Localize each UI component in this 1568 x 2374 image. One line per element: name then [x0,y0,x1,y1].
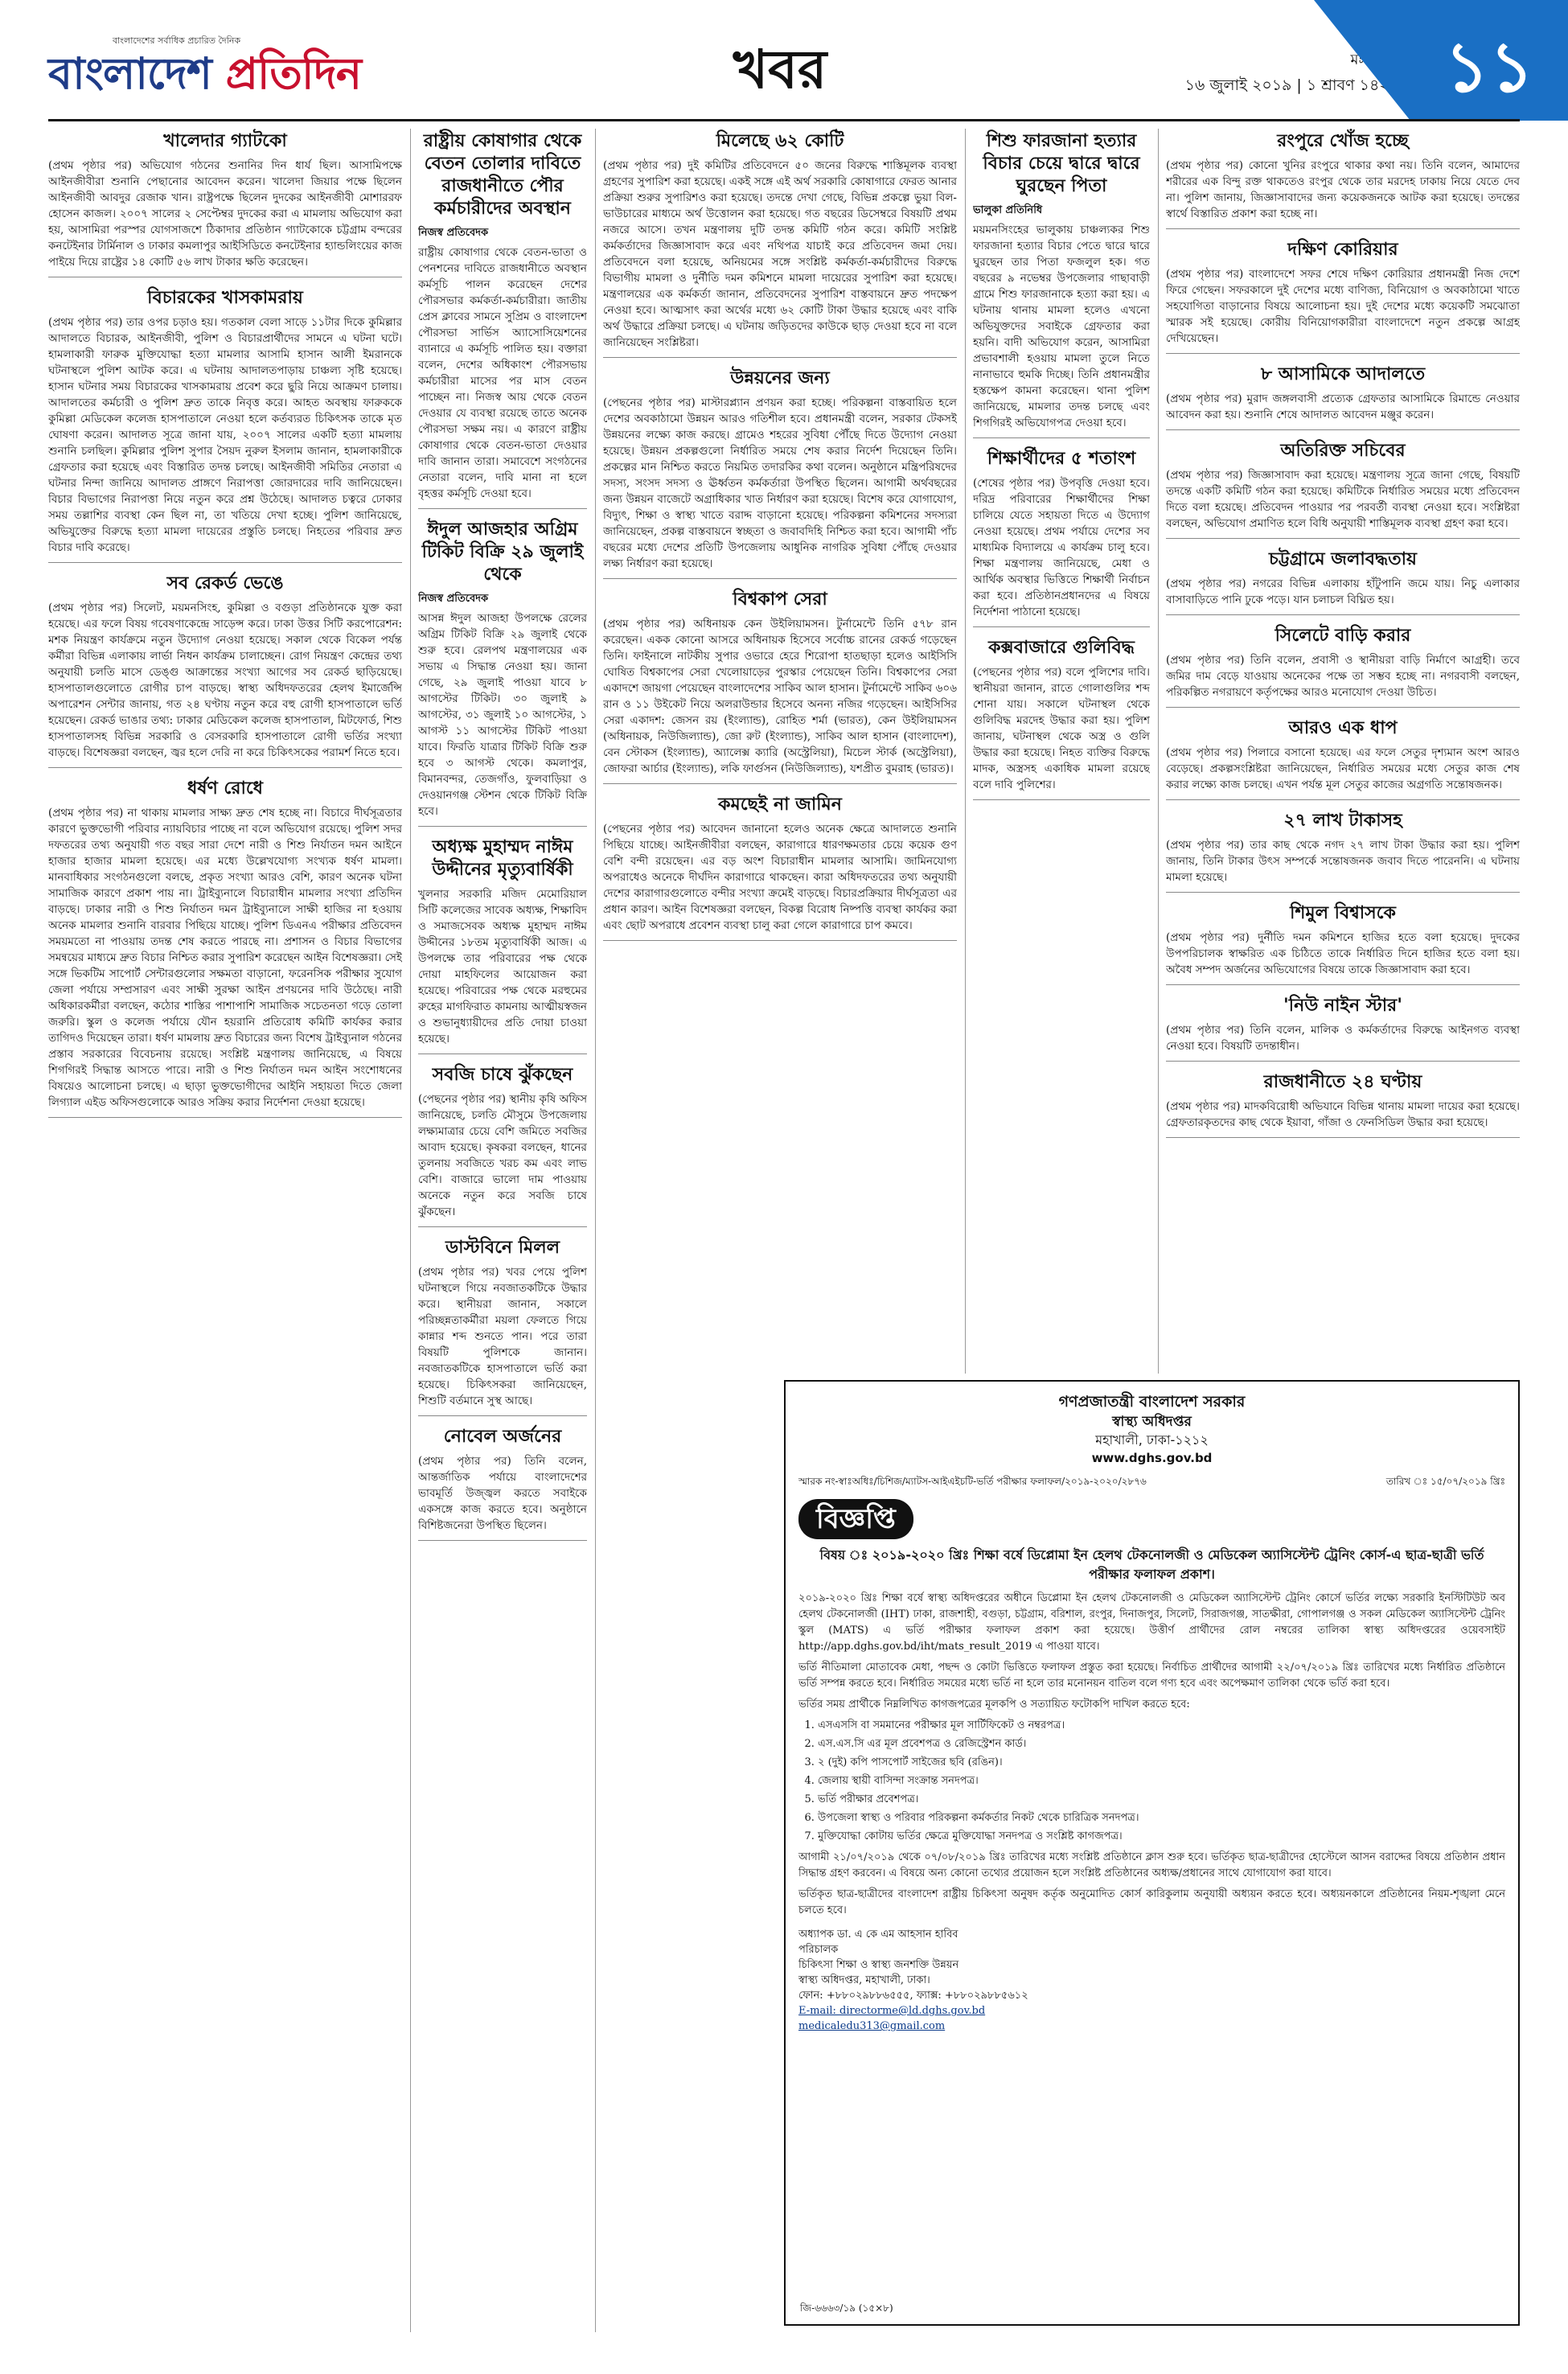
news-story [48,573,402,768]
story-headline: অধ্যক্ষ মুহাম্মদ নাঈম উদ্দীনের মৃত্যুবার্ষিকী [432,837,573,880]
story-headline: বিচারকের খাসকামরায় [147,288,303,308]
issue-date: ১৬ জুলাই ২০১৯ | ১ শ্রাবণ ১৪২৬ [1184,76,1399,94]
story-headline: আরও এক ধাপ [1288,718,1398,738]
story-headline: রাজধানীতে ২৪ ঘণ্টায় [1263,1072,1422,1092]
ad-list-item: 4. জেলায় স্থায়ী বাসিন্দা সংক্রান্ত সনদপত্র। [818,1773,1505,1789]
story-headline: চট্টগ্রামে জলাবদ্ধতায় [1268,549,1417,569]
newspaper-logo [48,34,386,111]
ad-signature-block [798,1927,1505,2034]
page-number: ১১ [1444,27,1534,108]
story-divider [418,826,587,827]
story-body: (প্রথম পৃষ্ঠার পর) তিনি বলেন, মালিক ও কর্মকর্তাদের বিরুদ্ধে আইনগত ব্যবস্থা নেওয়া হবে। বিষয়টি তদন্তাধীন। [1166,1024,1520,1053]
story-body: (প্রথম পৃষ্ঠার পর) দুই কমিটির প্রতিবেদনে ৫০ জনের বিরুদ্ধে শাস্তিমূলক ব্যবস্থা গ্রহণের সুপারিশ করা হয়েছে। একই সঙ্গে এই অর্থ সরকারি কোষাগারে ফেরত আনার প্রক্রিয়া শুরুর সুপারিশও করা হয়েছে। তদন্তে দেখা গেছে, বিভিন্ন প্রকল্পে ভুয়া বিল-ভাউচারের মাধ্যমে অর্থ উত্তোলন করা হয়েছে। গত বছরের ডিসেম্বরে বিষয়টি প্রথম নজরে আসে। তখন মন্ত্রণালয় দুটি তদন্ত কমিটি গঠন করে। কমিটি সংশ্লিষ্ট কর্মকর্তাদের জিজ্ঞাসাবাদ করে এবং নথিপত্র যাচাই করে প্রতিবেদন জমা দেয়। প্রতিবেদনে বলা হয়েছে, অনিয়মের সঙ্গে সংশ্লিষ্ট কর্মকর্তা-কর্মচারীদের বিরুদ্ধে বিভাগীয় মামলা ও দুর্নীতি দমন কমিশনে মামলা দায়েরের সুপারিশ করা হয়েছে। মন্ত্রণালয়ের এক কর্মকর্তা জানান, প্রতিবেদনের সুপারিশ বাস্তবায়নে দ্রুত পদক্ষেপ নেওয়া হবে। আত্মসাৎ করা অর্থের মধ্যে ৬২ কোটি টাকা উদ্ধার হয়েছে এবং বাকি অর্থ উদ্ধারে প্রক্রিয়া চলছে। এ ঘটনায় জড়িতদের কাউকে ছাড় দেওয়া হবে না বলে জানিয়েছেন সংশ্লিষ্টরা। [603,159,957,349]
news-story [418,130,587,509]
story-body: (পেছনের পৃষ্ঠার পর) বলে পুলিশের দাবি। স্থানীয়রা জানান, রাতে গোলাগুলির শব্দ শোনা যায়। সকালে ঘটনাস্থল থেকে গুলিবিদ্ধ মরদেহ উদ্ধার করা হয়। পুলিশ জানায়, ঘটনাস্থল থেকে অস্ত্র ও গুলি উদ্ধার করা হয়েছে। নিহত ব্যক্তির বিরুদ্ধে মাদক, অস্ত্রসহ একাধিক মামলা রয়েছে বলে দাবি পুলিশের। [973,666,1150,791]
news-story [603,368,957,579]
story-headline: নোবেল অর্জনের [443,1427,562,1447]
story-headline: বিশ্বকাপ সেরা [733,589,827,610]
story-headline: শিমুল বিশ্বাসকে [1290,903,1396,923]
news-story [1166,363,1520,430]
column-5 [1166,129,1520,1374]
story-headline: দক্ষিণ কোরিয়ার [1287,240,1398,260]
news-story [603,589,957,784]
story-divider [1166,614,1520,615]
news-story [1166,625,1520,708]
ad-list-item: 6. উপজেলা স্বাস্থ্য ও পরিবার পরিকল্পনা কর্মকর্তার নিকট থেকে চারিত্রিক সনদপত্র। [818,1810,1505,1826]
column-3 [603,129,957,1374]
news-story [973,130,1150,438]
ad-paragraph: আগামী ২১/০৭/২০১৯ থেকে ০৭/০৮/২০১৯ খ্রিঃ তারিখের মধ্যে সংশ্লিষ্ট প্রতিষ্ঠানে ক্লাস শুরু হবে। ভর্তিকৃত ছাত্র-ছাত্রীদের হোস্টেলে আসন বরাদ্দের বিষয়ে প্রতিষ্ঠান প্রধান সিদ্ধান্ত গ্রহণ করবেন। এ বিষয়ে অন্য কোনো তথ্যের প্রয়োজন হলে সংশ্লিষ্ট প্রতিষ্ঠানের অধ্যক্ষ/প্রধানের সাথে যোগাযোগ করা যাবে। [798,1851,1505,1879]
story-divider [973,799,1150,800]
masthead-rule [48,119,1520,121]
logo-text [48,49,386,99]
news-story [973,637,1150,800]
ad-address: মহাখালী, ঢাকা-১২১২ [1095,1432,1209,1448]
contact-email[interactable]: E-mail: directorme@ld.dghs.gov.bd [798,2005,986,2017]
signatory-office: স্বাস্থ্য অধিদপ্তর, মহাখালী, ঢাকা। [798,1974,930,1986]
story-divider [1166,707,1520,708]
ad-subject: বিষয় ঃ ২০১৯-২০২০ খ্রিঃ শিক্ষা বর্ষে ডিপ্লোমা ইন হেলথ টেকনোলজী ও মেডিকেল অ্যাসিস্টেন্ট ট্রেনিং কোর্স-এ ছাত্র-ছাত্রী ভর্তি পরীক্ষার ফলাফল প্রকাশ। [819,1547,1484,1582]
contact-phone: ফোন: +৮৮০২৯৮৮৬৫৫৫, ফ্যাক্স: +৮৮০২৯৮৮৫৬১২ [798,1990,1028,2002]
story-divider [603,357,957,358]
ad-paragraph: ভর্তির সময় প্রার্থীকে নিম্নলিখিত কাগজপত্রের মূলকপি ও সত্যায়িত ফটোকপি দাখিল করতে হবে: [798,1698,1190,1711]
story-byline: নিজস্ব প্রতিবেদক [418,593,489,605]
news-story [1166,548,1520,615]
contact-email[interactable]: medicaledu313@gmail.com [798,2020,946,2032]
signatory-name: অধ্যাপক ডা. এ কে এম আহসান হাবিব [798,1928,958,1941]
ad-list-item: 5. ভর্তি পরীক্ষার প্রবেশপত্র। [818,1792,1505,1808]
story-headline: রংপুরে খোঁজ হচ্ছে [1277,131,1409,151]
logo-part-2: প্রতিদিন [211,48,361,99]
story-headline: রাষ্ট্রীয় কোষাগার থেকে বেতন তোলার দাবিতে রাজধানীতে পৌর কর্মচারীদের অবস্থান [423,131,582,219]
story-body: (প্রথম পৃষ্ঠার পর) খবর পেয়ে পুলিশ ঘটনাস্থলে গিয়ে নবজাতকটিকে উদ্ধার করে। স্থানীয়রা জানান, সকালে পরিচ্ছন্নতাকর্মীরা ময়লা ফেলতে গিয়ে কান্নার শব্দ শুনতে পান। পরে তারা বিষয়টি পুলিশকে জানান। নবজাতকটিকে হাসপাতালে ভর্তি করা হয়েছে। চিকিৎসকরা জানিয়েছেন, শিশুটি বর্তমানে সুস্থ আছে। [418,1266,587,1407]
story-headline: উন্নয়নের জন্য [730,368,830,388]
ad-document-list [798,1718,1505,1845]
ad-website[interactable]: www.dghs.gov.bd [1091,1451,1213,1465]
story-headline: 'নিউ নাইন স্টার' [1283,996,1402,1016]
story-body: (প্রথম পৃষ্ঠার পর) পিলারে বসানো হয়েছে। এর ফলে সেতুর দৃশ্যমান অংশ আরও বেড়েছে। প্রকল্পসংশ্লিষ্টরা জানিয়েছেন, নির্ধারিত সময়ের মধ্যে সেতুর কাজ শেষ করার লক্ষ্যে কাজ চলছে। এখন পর্যন্ত মূল সেতুর কাজের অগ্রগতি সন্তোষজনক। [1166,746,1520,791]
signatory-role: পরিচালক [798,1944,839,1956]
story-body: (প্রথম পৃষ্ঠার পর) মুরাদ জঙ্গলবাসী প্রত্যেক গ্রেফতার আসামিকে রিমান্ডে নেওয়ার আবেদন করা হয়। শুনানি শেষে আদালত আবেদন মঞ্জুর করেন। [1166,392,1520,421]
ad-list-item: 2. এস.এস.সি এর মূল প্রবেশপত্র ও রেজিস্ট্রেশন কার্ড। [818,1736,1505,1752]
story-headline: সব রেকর্ড ভেঙে [166,573,284,594]
story-headline: মিলেছে ৬২ কোটি [716,131,844,151]
story-byline: ভালুকা প্রতিনিধি [973,204,1043,216]
ad-dept-name: স্বাস্থ্য অধিদপ্তর [1112,1414,1192,1430]
column-2 [418,129,587,2332]
story-body: (প্রথম পৃষ্ঠার পর) সিলেট, ময়মনসিংহ, কুমিল্লা ও বগুড়া প্রতিষ্ঠানকে যুক্ত করা হয়েছে। এর ফলে বিষয় গবেষণাকেন্দ্রে সাড়েন্স করে। ঢাকা উত্তর সিটি করপোরেশন: মশক নিয়ন্ত্রণ কার্যক্রমে নতুন উদ্যোগ নেওয়া হয়েছে। সকাল থেকে বিকেল পর্যন্ত কর্মীরা বিভিন্ন এলাকায় লার্ভা নিধন কার্যক্রম চালাচ্ছেন। রোগ নিয়ন্ত্রণ কেন্দ্রের তথ্য অনুযায়ী চলতি মাসে ডেঙ্গু আক্রান্তের সংখ্যা আগের সব রেকর্ড ছাড়িয়েছে। হাসপাতালগুলোতে রোগীর চাপ বাড়ছে। স্বাস্থ্য অধিদফতরের হেলথ ইমার্জেন্সি অপারেশন সেন্টার জানায়, গত ২৪ ঘণ্টায় নতুন করে বহু রোগী হাসপাতালে ভর্তি হয়েছেন। রেকর্ড ভাঙার তথ্য: ঢাকার মেডিকেল কলেজ হাসপাতাল, মিটফোর্ড, শিশু হাসপাতালসহ বিভিন্ন সরকারি ও বেসরকারি হাসপাতালে রোগী ভর্তির সংখ্যা বাড়ছে। বিশেষজ্ঞরা বলছেন, জ্বর হলে দেরি না করে চিকিৎসকের পরামর্শ নিতে হবে। [48,602,402,759]
logo-tagline: বাংলাদেশের সর্বাধিক প্রচারিত দৈনিক [113,35,241,46]
section-title: খবর [733,39,827,101]
story-body: (প্রথম পৃষ্ঠার পর) তিনি বলেন, আন্তর্জাতিক পর্যায়ে বাংলাদেশের ভাবমূর্তি উজ্জ্বল করতে সবাইকে একসঙ্গে কাজ করতে হবে। অনুষ্ঠানে বিশিষ্টজনেরা উপস্থিত ছিলেন। [418,1455,587,1532]
story-body: ময়মনসিংহের ভালুকায় চাঞ্চল্যকর শিশু ফারজানা হত্যার বিচার পেতে দ্বারে দ্বারে ঘুরছেন তার পিতা ফজলুল হক। গত বছরের ৯ নভেম্বর উপজেলার গাছাবাড়ী গ্রামে শিশু ফারজানাকে হত্যা করা হয়। এ ঘটনায় থানায় মামলা হলেও এখনো অভিযুক্তদের সবাইকে গ্রেফতার করা হয়নি। বাদী অভিযোগ করেন, আসামিরা প্রভাবশালী হওয়ায় মামলা তুলে নিতে নানাভাবে হুমকি দিচ্ছে। তিনি প্রধানমন্ত্রীর হস্তক্ষেপ কামনা করেছেন। থানা পুলিশ জানিয়েছে, মামলার তদন্ত চলছে এবং শিগগিরই অভিযোগপত্র দেওয়া হবে। [973,224,1150,429]
story-body: (প্রথম পৃষ্ঠার পর) কোনো খুনির রংপুরে থাকার কথা নয়। তিনি বলেন, আমাদের শরীরের এক বিন্দু রক্ত থাকতেও রংপুর থেকে তার মরদেহ ঢাকায় নিয়ে যেতে দেব না। পুলিশ জানায়, জিজ্ঞাসাবাদের জন্য কয়েকজনকে আটক করা হয়েছে। তদন্তের স্বার্থে বিস্তারিত প্রকাশ করা হচ্ছে না। [1166,159,1520,220]
story-body: (প্রথম পৃষ্ঠার পর) তার ওপর চড়াও হয়। গতকাল বেলা সাড়ে ১১টার দিকে কুমিল্লার আদালতে বিচারক, আইনজীবী, পুলিশ ও বিচারপ্রার্থীদের সামনে এ ঘটনা ঘটে। হামলাকারী ফারুক মুক্তিযোদ্ধা হত্যা মামলার আসামি হাসান আলী ইমরানকে ঘটনাস্থলে পুলিশ আটক করে। এ ঘটনায় আদালতপাড়ায় চাঞ্চল্য সৃষ্টি হয়েছে। হাসান ঘটনার সময় বিচারকের খাসকামরায় প্রবেশ করে ছুরি নিয়ে আক্রমণ চালায়। আদালতের কর্মচারী ও পুলিশ দ্রুত তাকে নিবৃত্ত করে। আহত অবস্থায় ফারুককে কুমিল্লা মেডিকেল কলেজ হাসপাতালে নেওয়া হলে কর্তব্যরত চিকিৎসক তাকে মৃত ঘোষণা করেন। আদালত সূত্রে জানা যায়, ২০০৭ সালের একটি হত্যা মামলায় শুনানি চলছিল। কুমিল্লার পুলিশ সুপার সৈয়দ নুরুল ইসলাম জানান, হামলাকারীকে গ্রেফতার করা হয়েছে এবং বিস্তারিত তদন্ত চলছে। আইনজীবী সমিতির নেতারা এ ঘটনার নিন্দা জানিয়ে আদালত প্রাঙ্গণে নিরাপত্তা জোরদারের দাবি জানিয়েছেন। বিচার বিভাগের নিরাপত্তা নিয়ে নতুন করে প্রশ্ন উঠেছে। আদালত চত্বরে ঢোকার সময় তল্লাশির ব্যবস্থা কেন ছিল না, তা খতিয়ে দেখা হচ্ছে। পুলিশ জানিয়েছে, অভিযুক্তের বিরুদ্ধে হত্যা মামলা দায়েরের প্রস্তুতি চলছে। নিহতের পরিবার দ্রুত বিচার দাবি করেছে। [48,316,402,554]
news-story [1166,130,1520,229]
story-divider [1166,228,1520,229]
story-divider [48,1117,402,1118]
story-headline: ৮ আসামিকে আদালতে [1260,364,1426,384]
column-4 [973,129,1150,1374]
news-story [1166,717,1520,800]
story-body: (প্রথম পৃষ্ঠার পর) জিজ্ঞাসাবাদ করা হয়েছে। মন্ত্রণালয় সূত্রে জানা গেছে, বিষয়টি তদন্তে একটি কমিটি গঠন করা হয়েছে। কমিটিকে নির্ধারিত সময়ের মধ্যে প্রতিবেদন দিতে বলা হয়েছে। প্রতিবেদন পাওয়ার পর পরবর্তী ব্যবস্থা নেওয়া হবে। সংশ্লিষ্টরা বলছেন, অভিযোগ প্রমাণিত হলে বিধি অনুযায়ী শাস্তিমূলক ব্যবস্থা গ্রহণ করা হবে। [1166,469,1520,530]
signatory-role: চিকিৎসা শিক্ষা ও স্বাস্থ্য জনশক্তি উন্নয়ন [798,1959,959,1971]
news-story [1166,995,1520,1062]
news-story [973,448,1150,627]
page-number-badge [1410,0,1568,121]
story-body: (প্রথম পৃষ্ঠার পর) মাদকবিরোধী অভিযানে বিভিন্ন থানায় মামলা দায়ের করা হয়েছে। গ্রেফতারকৃতদের কাছ থেকে ইয়াবা, গাঁজা ও ফেনসিডিল উদ্ধার করা হয়েছে। [1166,1100,1520,1129]
story-headline: শিশু ফারজানা হত্যার বিচার চেয়ে দ্বারে দ্বারে ঘুরছেন পিতা [983,131,1140,196]
story-body: রাষ্ট্রীয় কোষাগার থেকে বেতন-ভাতা ও পেনশনের দাবিতে রাজধানীতে অবস্থান কর্মসূচি পালন করেছেন দেশের পৌরসভার কর্মকর্তা-কর্মচারীরা। জাতীয় প্রেস ক্লাবের সামনে সুপ্রিম ও বাংলাদেশ পৌরসভা সার্ভিস অ্যাসোসিয়েশনের ব্যানারে এ কর্মসূচি পালিত হয়। বক্তারা বলেন, দেশের অধিকাংশ পৌরসভায় কর্মচারীরা মাসের পর মাস বেতন পাচ্ছেন না। নিজস্ব আয় থেকে বেতন দেওয়ার যে ব্যবস্থা রয়েছে তাতে অনেক পৌরসভা সক্ষম নয়। এ কারণে রাষ্ট্রীয় কোষাগার থেকে বেতন-ভাতা দেওয়ার দাবি জানান তারা। সমাবেশে সংগঠনের নেতারা বলেন, দাবি মানা না হলে বৃহত্তর কর্মসূচি দেওয়া হবে। [418,246,587,500]
story-body: আসন্ন ঈদুল আজহা উপলক্ষে রেলের অগ্রিম টিকিট বিক্রি ২৯ জুলাই থেকে শুরু হবে। রেলপথ মন্ত্রণালয়ের এক সভায় এ সিদ্ধান্ত নেওয়া হয়। জানা গেছে, ২৯ জুলাই পাওয়া যাবে ৮ আগস্টের টিকিট। ৩০ জুলাই ৯ আগস্টের, ৩১ জুলাই ১০ আগস্টের, ১ আগস্ট ১১ আগস্টের টিকিট পাওয়া যাবে। ফিরতি যাত্রার টিকিট বিক্রি শুরু হবে ৩ আগস্ট থেকে। কমলাপুর, বিমানবন্দর, তেজগাঁও, ফুলবাড়িয়া ও দেওয়ানগঞ্জ স্টেশন থেকে টিকিট বিক্রি হবে। [418,612,587,818]
story-headline: শিক্ষার্থীদের ৫ শতাংশ [987,449,1136,469]
story-body: (শেষের পৃষ্ঠার পর) উপবৃত্তি দেওয়া হবে। দরিদ্র পরিবারের শিক্ষার্থীদের শিক্ষা চালিয়ে যেতে সহায়তা দিতে এ উদ্যোগ নেওয়া হয়েছে। প্রথম পর্যায়ে দেশের সব মাধ্যমিক বিদ্যালয়ে এ কার্যক্রম চালু হবে। শিক্ষা মন্ত্রণালয় জানিয়েছে, মেধা ও আর্থিক অবস্থার ভিত্তিতে শিক্ষার্থী নির্বাচন করা হবে। প্রতিষ্ঠানপ্রধানদের এ বিষয়ে নির্দেশনা পাঠানো হয়েছে। [973,477,1150,618]
story-divider [418,508,587,509]
ad-list-item: 3. ২ (দুই) কপি পাসপোর্ট সাইজের ছবি (রঙিন)। [818,1755,1505,1771]
story-divider [973,626,1150,627]
news-story [418,836,587,1054]
story-divider [1166,1061,1520,1062]
column-1 [48,129,402,2332]
ad-list-item: 1. এসএসসি বা সমমানের পরীক্ষার মূল সার্টিফিকেট ও নম্বরপত্র। [818,1718,1505,1734]
news-story [48,130,402,277]
story-headline: অতিরিক্ত সচিবের [1280,441,1406,461]
story-divider [418,1226,587,1227]
story-divider [603,940,957,941]
column-divider [965,129,966,1374]
story-body: (প্রথম পৃষ্ঠার পর) বাংলাদেশে সফর শেষে দক্ষিণ কোরিয়ার প্রধানমন্ত্রী নিজ দেশে ফিরে গেছেন। সফরকালে দুই দেশের মধ্যে বাণিজ্য, বিনিয়োগ ও অবকাঠামো খাতে সহযোগিতা বাড়ানোর বিষয়ে আলোচনা হয়। দুই দেশের মধ্যে কয়েকটি সমঝোতা স্মারক সই হয়েছে। কোরীয় বিনিয়োগকারীরা বাংলাদেশে নতুন প্রকল্পে আগ্রহ দেখিয়েছেন। [1166,268,1520,345]
story-divider [418,1540,587,1541]
news-story [1166,902,1520,985]
story-divider [1166,429,1520,430]
story-body: (প্রথম পৃষ্ঠার পর) অধিনায়ক কেন উইলিয়ামসন। টুর্নামেন্টে তিনি ৫৭৮ রান করেছেন। একক কোনো আসরে অধিনায়ক হিসেবে সর্বোচ্চ রানের রেকর্ড গড়েছেন তিনি। ফাইনালে নাটকীয় সুপার ওভারে হেরে শিরোপা হাতছাড়া হলেও আইসিসি ঘোষিত বিশ্বকাপের সেরা খেলোয়াড়ের পুরস্কার পেয়েছেন তিনি। বিশ্বকাপের সেরা একাদশে জায়গা পেয়েছেন বাংলাদেশের সাকিব আল হাসান। টুর্নামেন্টে সাকিব ৬০৬ রান ও ১১ উইকেট নিয়ে অলরাউন্ডার হিসেবে অনন্য নজির গড়েছেন। আইসিসির সেরা একাদশ: জেসন রয় (ইংল্যান্ড), রোহিত শর্মা (ভারত), কেন উইলিয়ামসন (অধিনায়ক, নিউজিল্যান্ড), জো রুট (ইংল্যান্ড), সাকিব আল হাসান (বাংলাদেশ), বেন স্টোকস (ইংল্যান্ড), অ্যালেক্স ক্যারি (অস্ট্রেলিয়া), মিচেল স্টার্ক (অস্ট্রেলিয়া), জোফরা আর্চার (ইংল্যান্ড), লকি ফার্গুসন (নিউজিল্যান্ড), যশপ্রীত বুমরাহ (ভারত)। [603,618,957,775]
government-notice-ad [784,1380,1520,2326]
masthead [0,0,1568,121]
story-body: (পেছনের পৃষ্ঠার পর) আবেদন জানানো হলেও অনেক ক্ষেত্রে আদালতে শুনানি পিছিয়ে যাচ্ছে। আইনজীবীরা বলছেন, কারাগারে ধারণক্ষমতার চেয়ে কয়েক গুণ বেশি বন্দী রয়েছেন। এর বড় অংশ বিচারাধীন মামলার আসামি। জামিনযোগ্য অপরাধেও অনেকে দীর্ঘদিন কারাগারে থাকছেন। কারা অধিদফতরের তথ্য অনুযায়ী দেশের কারাগারগুলোতে বন্দীর সংখ্যা ক্রমেই বাড়ছে। বিচারপ্রক্রিয়ার দীর্ঘসূত্রতা এর প্রধান কারণ। আইন বিশেষজ্ঞরা বলছেন, বিকল্প বিরোধ নিষ্পত্তি ব্যবস্থা কার্যকর করা এবং ছোট অপরাধে প্রবেশন ব্যবস্থা চালু করা গেলে কারাগারে চাপ কমবে। [603,823,957,932]
news-story [48,287,402,563]
story-divider [1166,892,1520,893]
news-story [603,130,957,358]
ad-header [798,1391,1505,1467]
story-headline: সবজি চাষে ঝুঁকছেন [432,1065,573,1085]
news-story [1166,1071,1520,1138]
story-headline: কক্সবাজারে গুলিবিদ্ধ [988,638,1135,658]
story-body: (প্রথম পৃষ্ঠার পর) দুর্নীতি দমন কমিশনে হাজির হতে বলা হয়েছে। দুদকের উপপরিচালক স্বাক্ষরিত এক চিঠিতে তাকে নির্ধারিত দিনে হাজির হতে বলা হয়। অবৈধ সম্পদ অর্জনের অভিযোগের বিষয়ে তাকে জিজ্ঞাসাবাদ করা হবে। [1166,931,1520,976]
story-divider [1166,353,1520,354]
story-body: (প্রথম পৃষ্ঠার পর) না থাকায় মামলার সাক্ষ্য দ্রুত শেষ হচ্ছে না। বিচারে দীর্ঘসূত্রতার কারণে ভুক্তভোগী পরিবার ন্যায়বিচার পাচ্ছে না বলে অভিযোগ রয়েছে। পুলিশ সদর দফতরের তথ্য অনুযায়ী গত বছর সারা দেশে নারী ও শিশু নির্যাতন দমন আইনে হাজার হাজার মামলা হয়েছে। এর মধ্যে উল্লেখযোগ্য সংখ্যক ধর্ষণ মামলা। মানবাধিকার সংগঠনগুলো বলছে, প্রকৃত সংখ্যা আরও বেশি, কারণ অনেক ঘটনা সামাজিক কারণে প্রকাশ পায় না। ট্রাইব্যুনালে বিচারাধীন মামলার সংখ্যা প্রতিদিন বাড়ছে। ঢাকার নারী ও শিশু নির্যাতন দমন ট্রাইব্যুনালে সাক্ষী হাজির না হওয়ায় অনেক মামলার শুনানি বারবার পিছিয়ে যাচ্ছে। পুলিশ ডিএনএ পরীক্ষার প্রতিবেদন সময়মতো না পাওয়ায় তদন্ত শেষ করতে পারছে না। প্রশাসন ও বিচার বিভাগের সমন্বয়ের মাধ্যমে দ্রুত বিচার নিশ্চিত করার সুপারিশ করেছেন আইন বিশেষজ্ঞরা। সেই সঙ্গে ভিকটিম সাপোর্ট সেন্টারগুলোর সক্ষমতা বাড়ানো, ফরেনসিক পরীক্ষার সুযোগ জেলা পর্যায়ে সম্প্রসারণ এবং সাক্ষী সুরক্ষা আইন প্রণয়নের দাবি উঠেছে। নারী অধিকারকর্মীরা বলছেন, কঠোর শাস্তির পাশাপাশি সামাজিক সচেতনতা গড়ে তোলা জরুরি। স্কুল ও কলেজ পর্যায়ে যৌন হয়রানি প্রতিরোধ কমিটি কার্যকর করার তাগিদও দিয়েছেন তারা। ধর্ষণ মামলায় দ্রুত বিচারের জন্য বিশেষ ট্রাইব্যুনাল গঠনের প্রস্তাব সরকারের বিবেচনায় রয়েছে। সংশ্লিষ্ট মন্ত্রণালয় জানিয়েছে, এ বিষয়ে শিগগিরই সিদ্ধান্ত আসতে পারে। নারী ও শিশু নির্যাতন দমন আইন সংশোধনের বিষয়েও আলোচনা চলছে। এ ছাড়া ভুক্তভোগীদের আইনি সহায়তা দিতে জেলা লিগ্যাল এইড অফিসগুলোকে আরও সক্রিয় করার নির্দেশনা দেওয়া হয়েছে। [48,807,402,1109]
ad-paragraph: ভর্তিকৃত ছাত্র-ছাত্রীদের বাংলাদেশ রাষ্ট্রীয় চিকিৎসা অনুষদ কর্তৃক অনুমোদিত কোর্স কারিকুলাম অনুযায়ী অধ্যয়ন করতে হবে। অধ্যয়নকালে প্রতিষ্ঠানের নিয়ম-শৃঙ্খলা মেনে চলতে হবে। [798,1888,1505,1916]
column-divider [410,129,411,2332]
news-story [418,1237,587,1416]
story-divider [1166,1137,1520,1138]
story-body: (প্রথম পৃষ্ঠার পর) অভিযোগ গঠনের শুনানির দিন ধার্য ছিল। আসামিপক্ষে আইনজীবীরা শুনানি পেছানোর আবেদন করেন। খালেদা জিয়ার পক্ষে ছিলেন আইনজীবী আবদুর রেজাক খান। রাষ্ট্রপক্ষে ছিলেন দুদকের আইনজীবী মোশাররফ হোসেন কাজল। ২০০৭ সালের ২ সেপ্টেম্বর দুদকের করা এ মামলায় অভিযোগ করা হয়, আসামিরা পরস্পর যোগসাজশে ঠিকাদার প্রতিষ্ঠান গ্যাটকোকে চট্টগ্রাম বন্দরের কনটেইনার টার্মিনাল ও ঢাকার কমলাপুর আইসিডিতে কনটেইনার হ্যান্ডলিংয়ের কাজ পাইয়ে দিয়ে রাষ্ট্রের ১৪ কোটি ৫৬ লাখ টাকার ক্ষতি করেছেন। [48,159,402,269]
news-story [418,519,587,827]
story-headline: ২৭ লাখ টাকাসহ [1283,811,1402,831]
story-divider [1166,984,1520,985]
news-story [1166,810,1520,893]
news-story [603,794,957,941]
story-divider [603,578,957,579]
story-divider [1166,538,1520,539]
story-body: খুলনার সরকারি মজিদ মেমোরিয়াল সিটি কলেজের সাবেক অধ্যক্ষ, শিক্ষাবিদ ও সমাজসেবক অধ্যক্ষ মুহাম্মদ নাঈম উদ্দীনের ১৮তম মৃত্যুবার্ষিকী আজ। এ উপলক্ষে তার পরিবারের পক্ষ থেকে দোয়া মাহফিলের আয়োজন করা হয়েছে। পরিবারের পক্ষ থেকে মরহুমের রুহের মাগফিরাত কামনায় আত্মীয়স্বজন ও শুভানুধ্যায়ীদের প্রতি দোয়া চাওয়া হয়েছে। [418,888,587,1045]
story-divider [1166,799,1520,800]
story-headline: সিলেটে বাড়ি করার [1275,626,1411,646]
logo-part-1: বাংলাদেশ [48,48,211,99]
ad-reference-row [798,1473,1505,1489]
news-story [418,1426,587,1541]
story-headline: ধর্ষণ রোধে [187,778,263,799]
ad-code: জি-৬৬৬৩/১৯ (১৫×৮) [800,2302,893,2314]
story-body: (প্রথম পৃষ্ঠার পর) নগরের বিভিন্ন এলাকায় হাঁটুপানি জমে যায়। নিচু এলাকার বাসাবাড়িতে পানি ঢুকে পড়ে। যান চলাচল বিঘ্নিত হয়। [1166,577,1520,606]
story-headline: ডাস্টবিনে মিলল [445,1238,560,1258]
story-headline: ঈদুল আজহার অগ্রিম টিকিট বিক্রি ২৯ জুলাই থেকে [421,520,584,585]
story-headline: খালেদার গ্যাটকো [163,131,287,151]
story-divider [48,767,402,768]
news-story [418,1064,587,1227]
story-divider [603,783,957,784]
ad-date: তারিখ ঃ ১৫/০৭/২০১৯ খ্রিঃ [1385,1476,1505,1487]
story-body: (পেছনের পৃষ্ঠার পর) মাস্টারপ্ল্যান প্রণয়ন করা হচ্ছে। পরিকল্পনা বাস্তবায়িত হলে দেশের অবকাঠামো উন্নয়ন আরও গতিশীল হবে। প্রধানমন্ত্রী বলেন, সরকার টেকসই উন্নয়নের লক্ষ্যে কাজ করছে। গ্রামেও শহরের সুবিধা পৌঁছে দিতে উদ্যোগ নেওয়া হয়েছে। উন্নয়ন প্রকল্পগুলো নির্ধারিত সময়ে শেষ করার নির্দেশ দিয়েছেন তিনি। প্রকল্পের মান নিশ্চিত করতে নিয়মিত তদারকির কথা বলেন। অনুষ্ঠানে মন্ত্রিপরিষদের সদস্য, সংসদ সদস্য ও ঊর্ধ্বতন কর্মকর্তারা উপস্থিত ছিলেন। আগামী অর্থবছরের জন্য উন্নয়ন বাজেটে অগ্রাধিকার খাত নির্ধারণ করা হয়েছে। বিশেষ করে যোগাযোগ, বিদ্যুৎ, শিক্ষা ও স্বাস্থ্য খাতে বরাদ্দ বাড়ানো হয়েছে। পরিকল্পনা কমিশনের সদস্যরা জানিয়েছেন, প্রকল্প বাস্তবায়নে স্বচ্ছতা ও জবাবদিহি নিশ্চিত করা হবে। আগামী পাঁচ বছরের মধ্যে দেশের প্রতিটি উপজেলায় আধুনিক নাগরিক সুবিধা পৌঁছে দেওয়ার লক্ষ্য নির্ধারণ করা হয়েছে। [603,396,957,570]
story-body: (পেছনের পৃষ্ঠার পর) স্থানীয় কৃষি অফিস জানিয়েছে, চলতি মৌসুমে উপজেলায় লক্ষ্যমাত্রার চেয়ে বেশি জমিতে সবজির আবাদ হয়েছে। কৃষকরা বলছেন, ধানের তুলনায় সবজিতে খরচ কম এবং লাভ বেশি। বাজারে ভালো দাম পাওয়ায় অনেকে নতুন করে সবজি চাষে ঝুঁকছেন। [418,1093,587,1218]
story-body: (প্রথম পৃষ্ঠার পর) তার কাছ থেকে নগদ ২৭ লাখ টাকা উদ্ধার করা হয়। পুলিশ জানায়, তিনি টাকার উৎস সম্পর্কে সন্তোষজনক জবাব দিতে পারেননি। এ ঘটনায় মামলা হয়েছে। [1166,839,1520,884]
column-divider [1158,129,1159,1374]
news-story [48,778,402,1118]
column-divider [595,129,596,2332]
news-story [1166,239,1520,354]
ad-reference-no: স্মারক নং-স্বাঃঅধিঃ/চিশিজ/ম্যাটস-আইএইচটি-ভর্তি পরীক্ষার ফলাফল/২০১৯-২০২০/২৮৭৬ [798,1476,1147,1487]
ad-list-item: 7. মুক্তিযোদ্ধা কোটায় ভর্তির ক্ষেত্রে মুক্তিযোদ্ধা সনদপত্র ও সংশ্লিষ্ট কাগজপত্র। [818,1829,1505,1845]
ad-paragraph: ২০১৯-২০২০ খ্রিঃ শিক্ষা বর্ষে স্বাস্থ্য অধিদপ্তরের অধীনে ডিপ্লোমা ইন হেলথ টেকনোলজী ও মেডিকেল অ্যাসিস্টেন্ট ট্রেনিং কোর্সে ভর্তির লক্ষ্যে সরকারি ইনস্টিটিউট অব হেলথ টেকনোলজী (IHT) ঢাকা, রাজশাহী, বগুড়া, চট্টগ্রাম, বরিশাল, রংপুর, দিনাজপুর, সিলেট, সিরাজগঞ্জ, সাতক্ষীরা, গোপালগঞ্জ ও সকল মেডিকেল অ্যাসিস্টেন্ট ট্রেনিং স্কুল (MATS) এ ভর্তি পরীক্ষার ফলাফল প্রকাশ করা হয়েছে। উত্তীর্ণ প্রার্থীদের রোল নম্বরের তালিকা স্বাস্থ্য অধিদপ্তরের ওয়েবসাইট http://app.dghs.gov.bd/iht/mats_result_2019 এ পাওয়া যাবে। [798,1592,1505,1653]
notice-label: বিজ্ঞপ্তি [798,1499,913,1539]
story-divider [973,437,1150,438]
news-story [1166,440,1520,539]
ad-paragraph: ভর্তি নীতিমালা মোতাবেক মেধা, পছন্দ ও কোটা ভিত্তিতে ফলাফল প্রস্তুত করা হয়েছে। নির্বাচিত প্রার্থীদের আগামী ২২/০৭/২০১৯ খ্রিঃ তারিখের মধ্যে নির্ধারিত প্রতিষ্ঠানে ভর্তি সম্পন্ন করতে হবে। নির্ধারিত সময়ের মধ্যে ভর্তি না হলে তার মনোনয়ন বাতিল বলে গণ্য হবে এবং অপেক্ষমাণ তালিকা থেকে ভর্তি করা হবে। [798,1661,1505,1690]
story-byline: নিজস্ব প্রতিবেদক [418,227,489,239]
story-divider [418,1415,587,1416]
story-divider [48,562,402,563]
story-headline: কমছেই না জামিন [718,795,842,815]
story-body: (প্রথম পৃষ্ঠার পর) তিনি বলেন, প্রবাসী ও স্থানীয়রা বাড়ি নির্মাণে আগ্রহী। তবে জমির দাম বেড়ে যাওয়ায় অনেকের পক্ষে তা সম্ভব হচ্ছে না। নগরবাসী বলছেন, পরিকল্পিত নগরায়ণে কর্তৃপক্ষের আরও মনোযোগ দেওয়া উচিত। [1166,654,1520,699]
ad-govt-name: গণপ্রজাতন্ত্রী বাংলাদেশ সরকার [1058,1393,1246,1411]
